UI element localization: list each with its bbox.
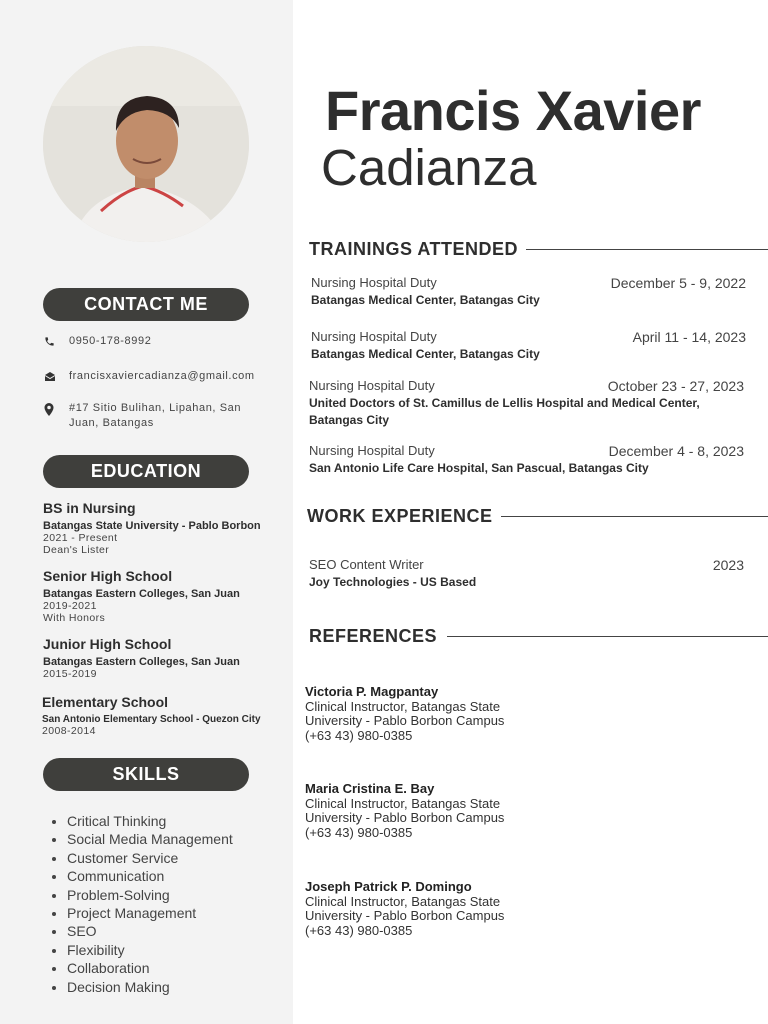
skill-item: • Problem-Solving <box>67 886 233 904</box>
education-school: Batangas Eastern Colleges, San Juan <box>43 588 240 600</box>
contact-email-row <box>44 369 274 384</box>
reference-phone: (+63 43) 980-0385 <box>305 824 413 840</box>
education-years: 2008-2014 <box>42 725 96 737</box>
education-item <box>43 500 288 556</box>
profile-photo <box>43 46 249 242</box>
training-entry <box>311 275 746 309</box>
education-degree: Senior High School <box>43 568 173 584</box>
reference-item <box>305 880 545 938</box>
envelope-icon <box>44 369 69 384</box>
education-degree: Elementary School <box>42 694 169 710</box>
reference-name: Joseph Patrick P. Domingo <box>305 879 472 894</box>
training-org: United Doctors of St. Camillus de Lellis Hospital and Medical Center, Batangas City <box>309 396 700 427</box>
contact-address: #17 Sitio Bulihan, Lipahan, San Juan, Batangas <box>69 402 242 429</box>
training-entry <box>311 329 746 363</box>
education-school: Batangas State University - Pablo Borbon <box>43 520 261 532</box>
trainings-heading-row <box>309 239 768 260</box>
education-item <box>43 568 288 624</box>
name-first: Francis Xavier <box>325 79 701 142</box>
training-role: Nursing Hospital Duty <box>309 443 435 458</box>
skill-item: • SEO <box>67 922 233 940</box>
education-note: Dean's Lister <box>43 544 110 556</box>
training-role: Nursing Hospital Duty <box>311 329 437 344</box>
training-org: Batangas Medical Center, Batangas City <box>311 293 540 307</box>
education-school: San Antonio Elementary School - Quezon City <box>42 714 261 725</box>
references-heading: REFERENCES <box>309 626 438 646</box>
skill-item: • Collaboration <box>67 959 233 977</box>
profile-photo-image <box>43 46 249 242</box>
reference-item <box>305 782 545 840</box>
skill-item: • Customer Service <box>67 849 233 867</box>
trainings-heading: TRAININGS ATTENDED <box>309 239 518 259</box>
training-entry <box>309 378 744 429</box>
skill-item: • Flexibility <box>67 941 233 959</box>
divider <box>526 249 768 251</box>
work-heading: WORK EXPERIENCE <box>307 506 493 526</box>
training-role: Nursing Hospital Duty <box>309 378 435 393</box>
training-org: Batangas Medical Center, Batangas City <box>311 347 540 361</box>
reference-title: Clinical Instructor, Batangas State University - Pablo Borbon Campus <box>305 698 505 728</box>
contact-phone-row <box>44 334 274 349</box>
contact-email[interactable]: francisxaviercadianza@gmail.com <box>69 370 255 382</box>
skill-item: • Social Media Management <box>67 830 233 848</box>
education-item <box>43 636 288 680</box>
reference-title: Clinical Instructor, Batangas State University - Pablo Borbon Campus <box>305 893 505 923</box>
education-degree: BS in Nursing <box>43 500 136 516</box>
education-heading: EDUCATION <box>43 455 249 488</box>
location-pin-icon <box>44 401 69 431</box>
sidebar <box>0 0 293 1024</box>
work-org: Joy Technologies - US Based <box>309 575 477 589</box>
divider <box>501 516 768 518</box>
work-date: 2023 <box>712 557 744 573</box>
skills-list <box>47 812 233 996</box>
reference-phone: (+63 43) 980-0385 <box>305 922 413 938</box>
phone-icon <box>44 334 69 349</box>
work-heading-row <box>307 506 768 527</box>
contact-heading: CONTACT ME <box>43 288 249 321</box>
reference-name: Victoria P. Magpantay <box>305 684 439 699</box>
education-school: Batangas Eastern Colleges, San Juan <box>43 656 240 668</box>
training-role: Nursing Hospital Duty <box>311 275 437 290</box>
reference-name: Maria Cristina E. Bay <box>305 781 435 796</box>
skills-heading: SKILLS <box>43 758 249 791</box>
training-date: April 11 - 14, 2023 <box>632 329 746 345</box>
skill-item: • Project Management <box>67 904 233 922</box>
skill-item: • Critical Thinking <box>67 812 233 830</box>
skill-item: • Decision Making <box>67 978 233 996</box>
education-years: 2019-2021 <box>43 600 97 612</box>
divider <box>447 636 768 638</box>
contact-phone[interactable]: 0950-178-8992 <box>69 335 152 347</box>
name-last: Cadianza <box>321 139 537 196</box>
contact-address-row <box>44 401 274 431</box>
training-org: San Antonio Life Care Hospital, San Pascual, Batangas City <box>309 461 649 475</box>
training-entry <box>309 443 744 477</box>
training-date: October 23 - 27, 2023 <box>607 378 744 394</box>
training-date: December 4 - 8, 2023 <box>608 443 744 459</box>
work-role: SEO Content Writer <box>309 557 424 572</box>
reference-phone: (+63 43) 980-0385 <box>305 727 413 743</box>
work-entry <box>309 557 744 591</box>
references-heading-row <box>309 626 768 647</box>
education-item <box>42 694 287 737</box>
skill-item: • Communication <box>67 867 233 885</box>
reference-title: Clinical Instructor, Batangas State University - Pablo Borbon Campus <box>305 795 505 825</box>
education-degree: Junior High School <box>43 636 172 652</box>
education-note: With Honors <box>43 612 106 624</box>
training-date: December 5 - 9, 2022 <box>610 275 746 291</box>
education-years: 2015-2019 <box>43 668 97 680</box>
reference-item <box>305 685 545 743</box>
education-years: 2021 - Present <box>43 532 118 544</box>
